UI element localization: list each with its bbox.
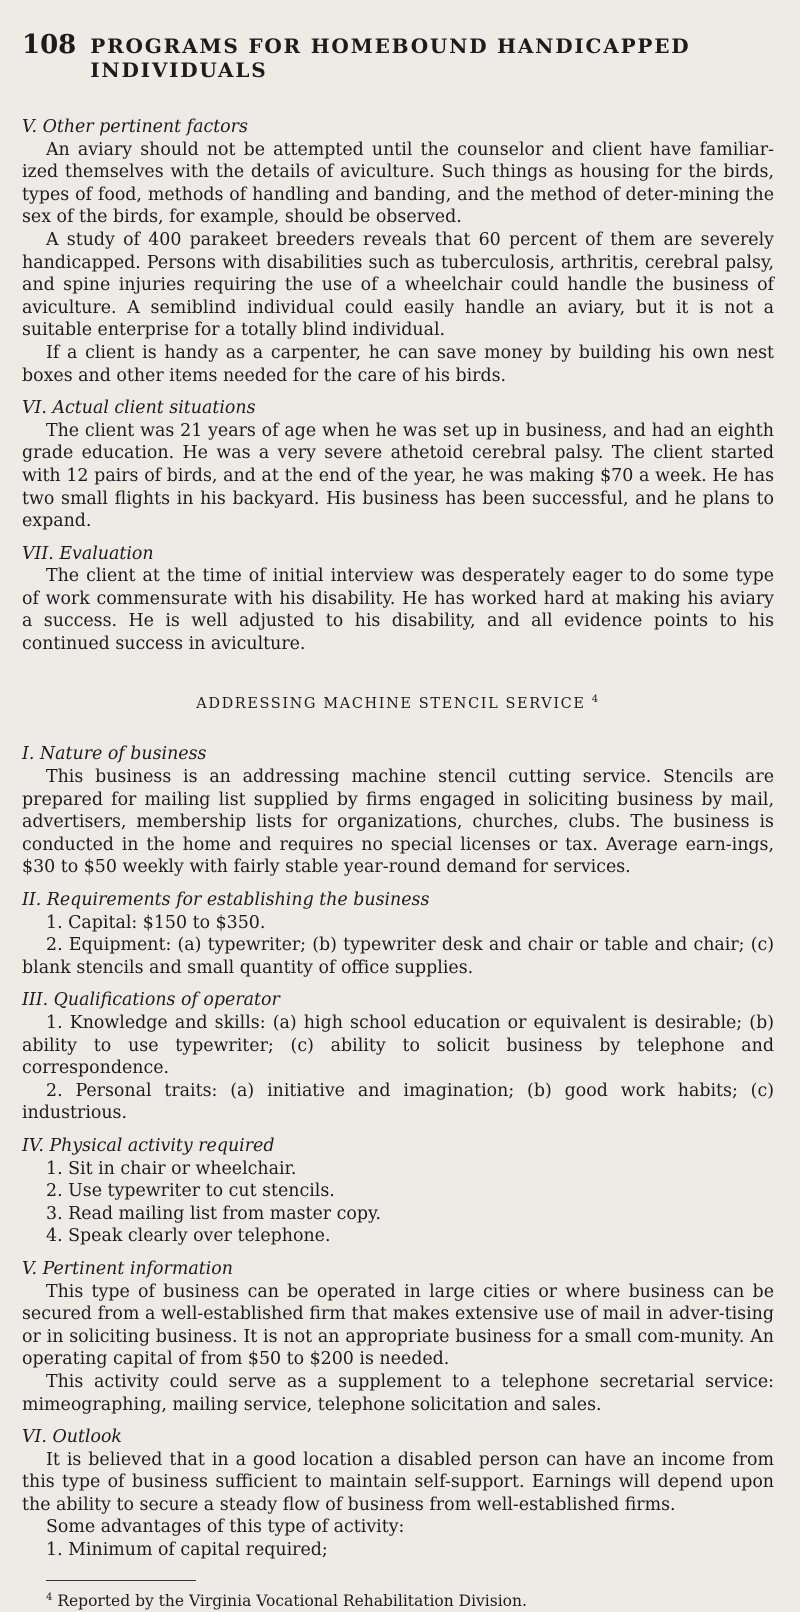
paragraph: If a client is handy as a carpenter, he can save money by building his own nest boxes and other items needed for the care of his birds. xyxy=(22,342,774,386)
heading-qualifications: III. Qualifications of operator xyxy=(22,990,280,1011)
footnote-divider xyxy=(46,1580,196,1581)
paragraph: This activity could serve as a supplement to a telephone secretarial service: mimeographing, mailing service, telephone solicitation and sales. xyxy=(22,1371,774,1415)
heading-nature-of-business: I. Nature of business xyxy=(22,744,207,765)
list-item: 1. Capital: $150 to $350. xyxy=(46,912,266,933)
stencil-section xyxy=(22,743,774,1561)
paragraph: The client at the time of initial interview was desperately eager to do some type of work commensurate with his disability. He has worked hard at making his aviary a success. He is well adjusted to his disability, and all evidence points to his continued success in aviculture. xyxy=(22,566,774,655)
heading-outlook: VI. Outlook xyxy=(22,1427,122,1448)
list-item: 4. Speak clearly over telephone. xyxy=(46,1226,331,1247)
paragraph: Some advantages of this type of activity: xyxy=(46,1517,405,1538)
paragraph: The client was 21 years of age when he was set up in business, and had an eighth grade education. He was a very severe athetoid cerebral palsy. The client started with 12 pairs of birds, and at the end of the year, he was making $70 a week. He has two small flights in his backyard. His business has been successful, and he plans to expand. xyxy=(22,420,774,532)
list-item: 2. Use typewriter to cut stencils. xyxy=(46,1181,335,1202)
running-head xyxy=(22,30,774,82)
section-title-text: ADDRESSING MACHINE STENCIL SERVICE xyxy=(196,695,586,712)
paragraph: This business is an addressing machine stencil cutting service. Stencils are prepared for mailing list supplied by firms engaged in soliciting business by mail, advertisers, membership lists for organizations, churches, clubs. The business is conducted in the home and requires no special licenses or tax. Average earn-ings, $30 to $50 weekly with fairly stable year-round demand for services. xyxy=(22,767,774,878)
list-item: 1. Minimum of capital required; xyxy=(46,1540,328,1561)
footnote-marker: 4 xyxy=(46,1591,53,1603)
heading-requirements: II. Requirements for establishing the business xyxy=(22,890,430,911)
page-number: 108 xyxy=(22,30,77,60)
footnote-text: Reported by the Virginia Vocational Rehabilitation Division. xyxy=(57,1591,527,1610)
paragraph: This type of business can be operated in large cities or where business can be secured from a well-established firm that makes extensive use of mail in adver-tising or in soliciting business. It is not an appropriate business for a small com-munity. An operating capital of from $50 to $200 is needed. xyxy=(22,1281,774,1370)
list-item: 3. Read mailing list from master copy. xyxy=(46,1203,382,1224)
list-item: 1. Sit in chair or wheelchair. xyxy=(46,1158,297,1179)
heading-pertinent-information: V. Pertinent information xyxy=(22,1258,233,1279)
section-title xyxy=(22,694,774,712)
heading-actual-client-situations: VI. Actual client situations xyxy=(22,398,256,419)
paragraph: An aviary should not be attempted until the counselor and client have familiar-ized themselves with the details of aviculture. Such things as housing for the birds, types of food, methods of handling and banding, and the method of deter-mining the sex of the birds, for example, should be observed. xyxy=(22,139,774,228)
list-item: 2. Personal traits: (a) initiative and imagination; (b) good work habits; (c) industrious. xyxy=(22,1080,774,1124)
paragraph: A study of 400 parakeet breeders reveals that 60 percent of them are severely handicapped. Persons with disabilities such as tuberculosis, arthritis, cerebral palsy, and spine injuries requiring the use of a wheelchair could handle the business of aviculture. A semiblind individual could easily handle an aviary, but it is not a suitable enterprise for a totally blind individual. xyxy=(22,229,774,341)
footnote-reference: 4 xyxy=(591,693,600,705)
running-title: PROGRAMS FOR HOMEBOUND HANDICAPPED INDIVIDUALS xyxy=(90,34,691,82)
footnote xyxy=(22,1587,774,1612)
paragraph: It is believed that in a good location a disabled person can have an income from this type of business sufficient to maintain self-support. Earnings will depend upon the ability to secure a steady flow of business from well-established firms. xyxy=(22,1449,774,1515)
aviary-continued xyxy=(22,116,774,656)
heading-evaluation: VII. Evaluation xyxy=(22,543,154,564)
heading-other-pertinent-factors: V. Other pertinent factors xyxy=(22,117,248,137)
list-item: 1. Knowledge and skills: (a) high school education or equivalent is desirable; (b) ability to use typewriter; (c) ability to solicit business by telephone and correspondence. xyxy=(22,1013,774,1079)
heading-physical-activity: IV. Physical activity required xyxy=(22,1135,275,1156)
list-item: 2. Equipment: (a) typewriter; (b) typewriter desk and chair or table and chair; (c) blank stencils and small quantity of office supplies. xyxy=(22,935,774,978)
